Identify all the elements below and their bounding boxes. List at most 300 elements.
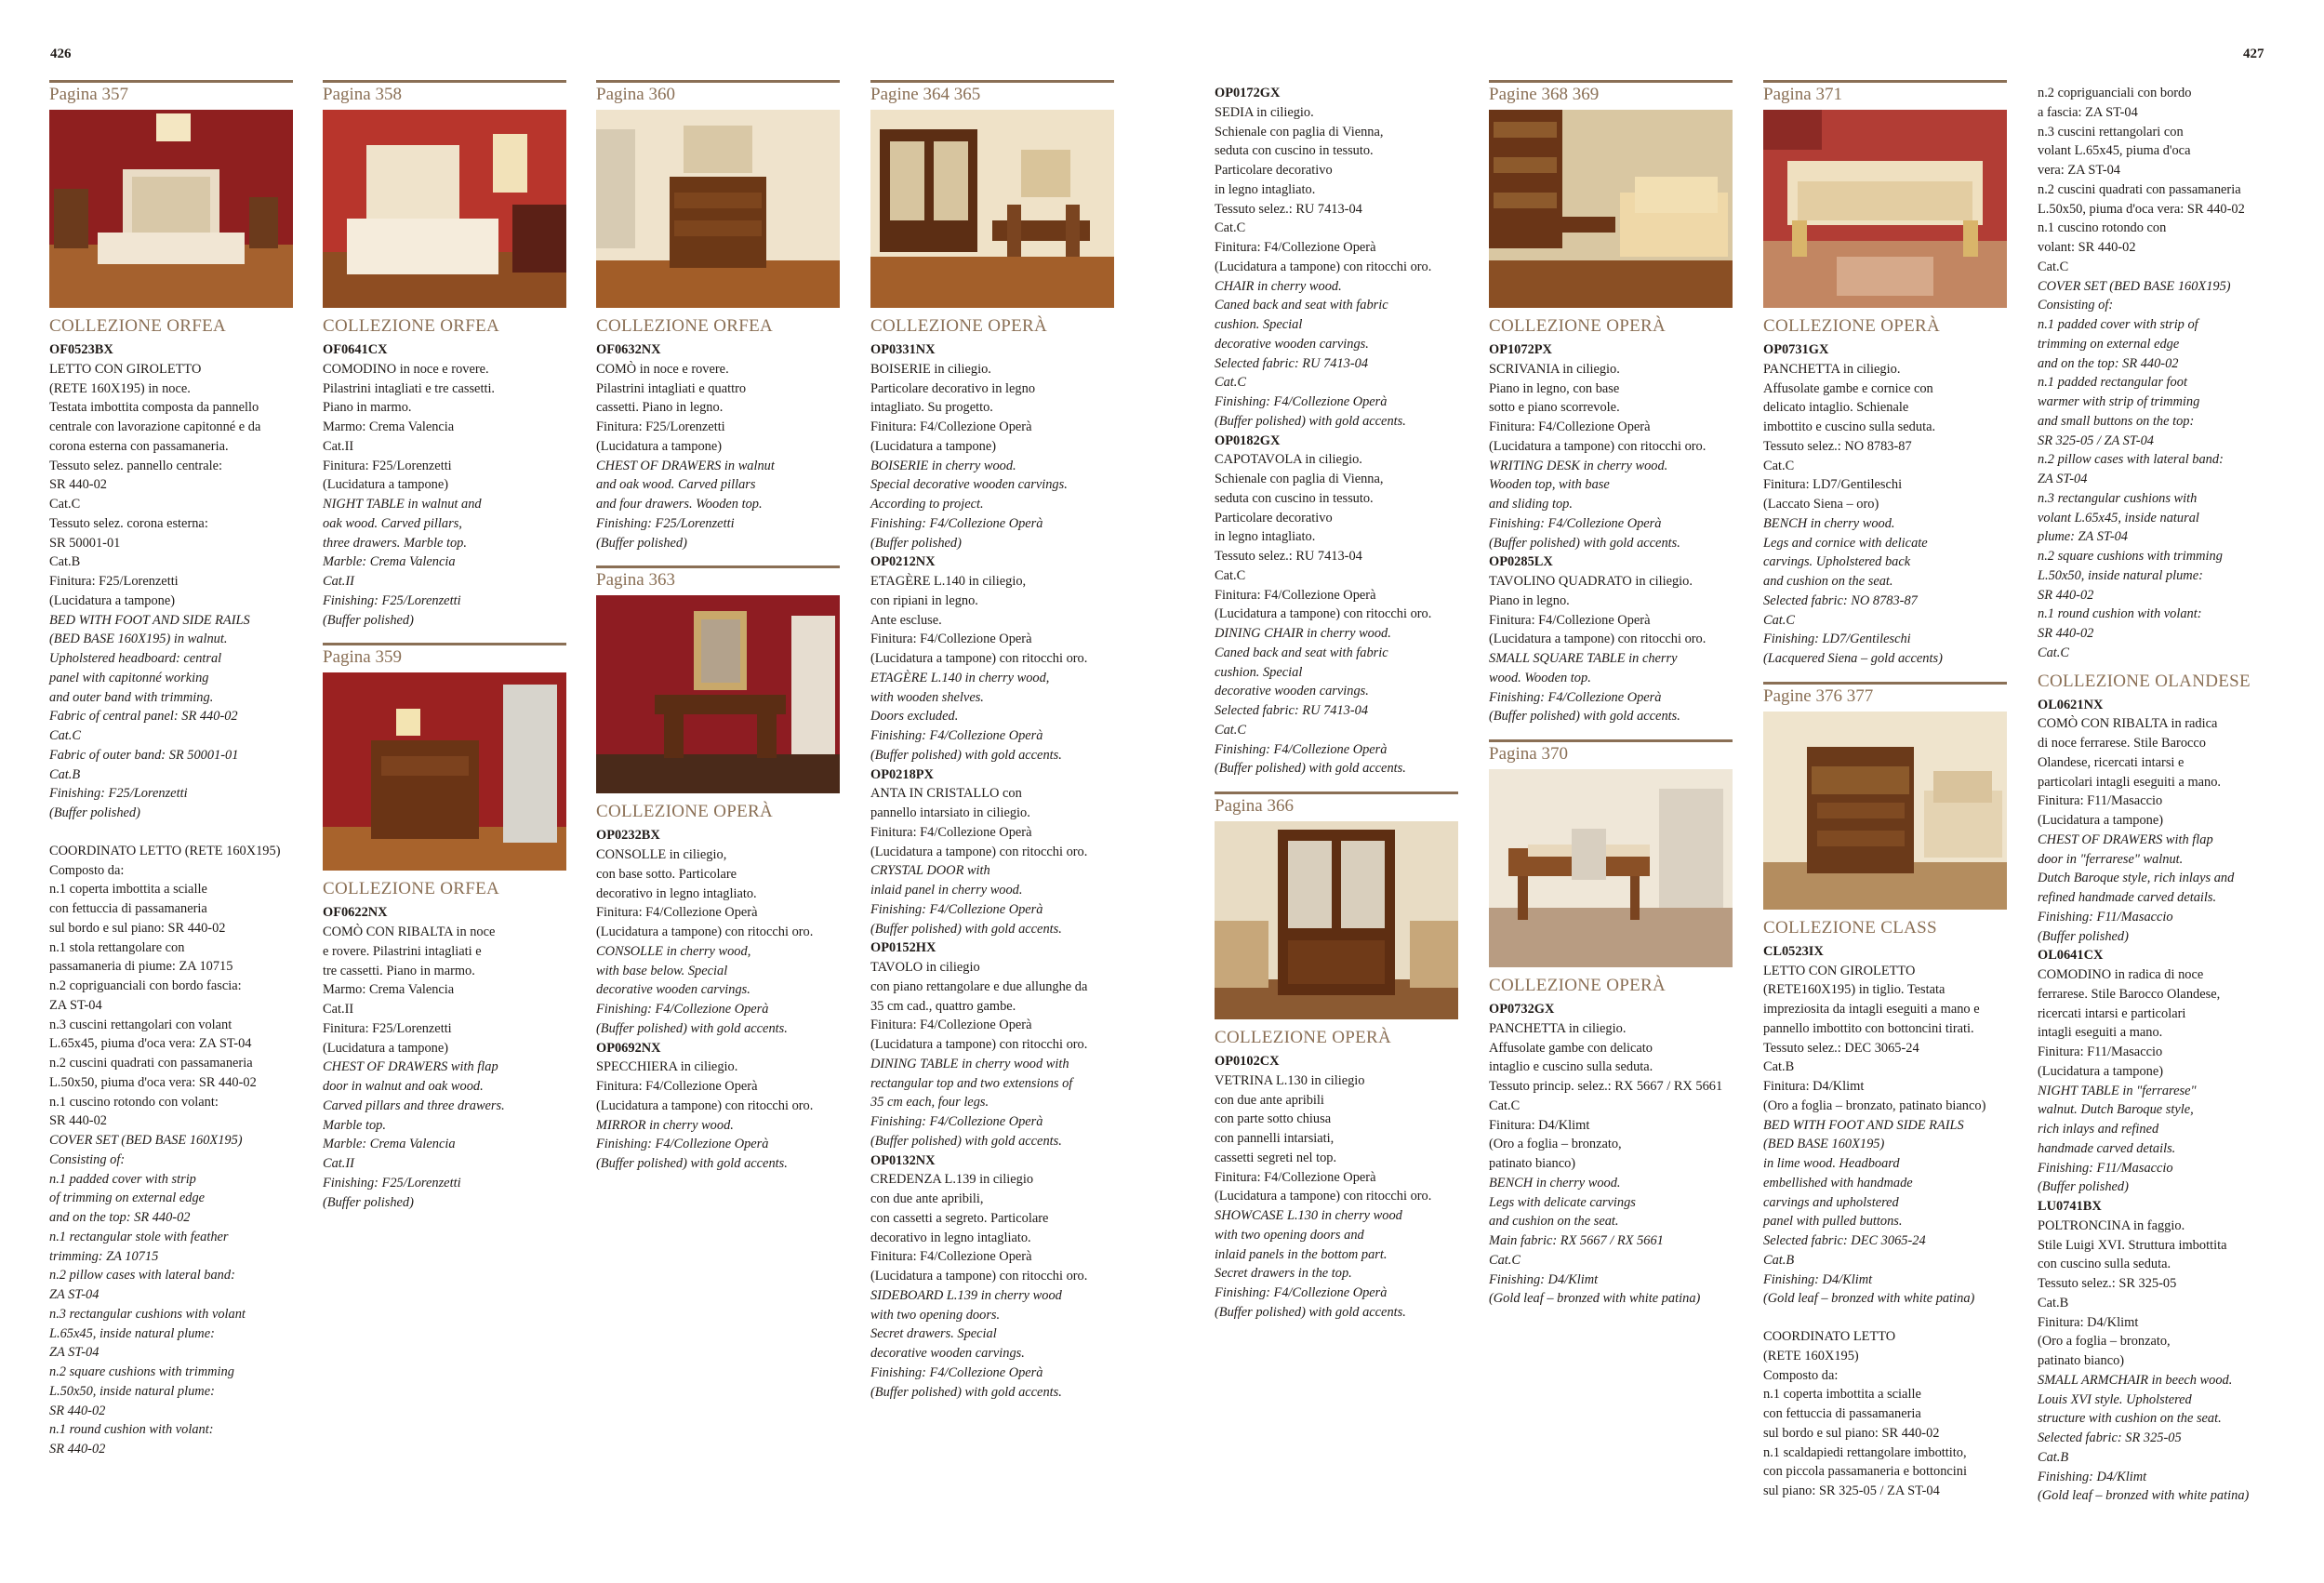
description-line-english: in lime wood. Headboard: [1763, 1156, 1900, 1171]
description-line-italian: n.2 cuscini quadrati con passamaneria: [2038, 181, 2241, 197]
description-line-italian: Cat.II: [323, 438, 354, 454]
description-line-italian: LETTO CON GIROLETTO: [1763, 963, 1916, 978]
description-line-english: inlaid panels in the bottom part.: [1215, 1246, 1388, 1262]
description-line-italian: n.2 cuscini quadrati con passamaneria: [49, 1056, 253, 1071]
description-line-italian: TAVOLINO QUADRATO in ciliegio.: [1489, 574, 1693, 589]
description-line-italian: Testata imbottita composta da pannello: [49, 400, 259, 416]
description-line-italian: con fettuccia di passamaneria: [49, 901, 207, 916]
description-line-english: Doors excluded.: [870, 709, 959, 725]
description-line-english: Special decorative wooden carvings.: [870, 477, 1068, 493]
description-line-italian: decorativo in legno intagliato.: [596, 885, 757, 901]
description-line-italian: PANCHETTA in ciliegio.: [1763, 361, 1901, 377]
description-line-english: and outer band with trimming.: [49, 689, 214, 705]
description-line-italian: (Lucidatura a tampone) con ritocchi oro.: [1215, 606, 1432, 622]
description-line-italian: Affusolate gambe con delicato: [1489, 1040, 1653, 1056]
description-line-italian: SEDIA in ciliegio.: [1215, 104, 1314, 120]
description-line-english: CHAIR in cherry wood.: [1215, 278, 1342, 294]
product-code: OP0102CX: [1215, 1054, 1280, 1069]
description-line-english: (Buffer polished): [870, 535, 962, 551]
description-line-english: rich inlays and refined: [2038, 1122, 2159, 1137]
description-line-english: Cat.C: [1489, 1252, 1521, 1268]
description-line-italian: Stile Luigi XVI. Struttura imbottita: [2038, 1237, 2227, 1253]
page-reference-header: [323, 80, 566, 105]
description-line-english: Fabric of outer band: SR 50001-01: [49, 747, 239, 763]
description-line-english: COVER SET (BED BASE 160X195): [49, 1133, 243, 1148]
description-line-italian: Piano in legno.: [1489, 592, 1570, 608]
product-code: OP0232BX: [596, 828, 660, 844]
description-line-italian: con due ante apribili: [1215, 1092, 1324, 1108]
description-line-italian: Tessuto selez.: DEC 3065-24: [1763, 1040, 1919, 1056]
description-line-italian: (Lucidatura a tampone): [2038, 1063, 2164, 1079]
description-line-italian: Particolare decorativo: [1215, 163, 1333, 178]
description-line-italian: intagli eseguiti a mano.: [2038, 1025, 2163, 1041]
description-line-italian: sul bordo e sul piano: SR 440-02: [49, 920, 226, 936]
description-line-italian: Piano in legno, con base: [1489, 380, 1620, 396]
description-line-english: Finishing: F4/Collezione Operà: [1215, 741, 1388, 757]
description-line-italian: con pannelli intarsiati,: [1215, 1131, 1335, 1146]
description-line-italian: patinato bianco): [1489, 1156, 1576, 1171]
collection-title: COLLEZIONE ORFEA: [323, 879, 500, 899]
description-line-italian: (Lucidatura a tampone): [323, 1040, 449, 1056]
description-line-english: Cat.C: [2038, 645, 2069, 660]
description-line-english: ZA ST-04: [49, 1287, 100, 1302]
description-line-english: SR 440-02: [49, 1442, 106, 1457]
description-line-italian: BOISERIE in ciliegio.: [870, 361, 991, 377]
description-line-english: BENCH in cherry wood.: [1489, 1175, 1621, 1191]
description-line-italian: Finitura: F4/Collezione Operà: [596, 1079, 758, 1094]
description-line-italian: sotto e piano scorrevole.: [1489, 400, 1620, 416]
description-line-english: SR 440-02: [2038, 587, 2094, 603]
description-line-english: n.2 pillow cases with lateral band:: [49, 1268, 235, 1284]
description-line-english: (Buffer polished) with gold accents.: [1489, 709, 1680, 725]
description-line-english: ZA ST-04: [49, 1345, 100, 1361]
product-code: OP0182GX: [1215, 432, 1281, 448]
description-line-italian: Cat.B: [2038, 1295, 2069, 1310]
description-line-english: Selected fabric: SR 325-05: [2038, 1430, 2182, 1445]
description-line-english: According to project.: [870, 497, 984, 512]
description-line-italian: intagliato. Su progetto.: [870, 400, 993, 416]
description-line-italian: COMÒ CON RIBALTA in noce: [323, 925, 496, 939]
description-line-italian: corona esterna con passamaneria.: [49, 438, 229, 454]
description-line-english: SR 440-02: [49, 1403, 106, 1418]
description-line-italian: n.1 coperta imbottita a scialle: [49, 882, 207, 898]
product-code: OF0641CX: [323, 342, 388, 357]
description-line-italian: CREDENZA L.139 in ciliegio: [870, 1172, 1034, 1188]
product-code: OP0132NX: [870, 1152, 936, 1168]
page-reference-label: Pagine 364 365: [870, 85, 981, 104]
description-line-italian: in legno intagliato.: [1215, 529, 1316, 545]
description-line-italian: Finitura: F4/Collezione Operà: [870, 1018, 1032, 1033]
description-line-english: NIGHT TABLE in "ferrarese": [2038, 1083, 2197, 1098]
description-line-italian: TAVOLO in ciliegio: [870, 960, 980, 975]
product-code: OF0622NX: [323, 905, 388, 921]
description-line-english: Finishing: F25/Lorenzetti: [49, 786, 188, 802]
description-line-italian: SR 440-02: [49, 477, 107, 493]
description-line-italian: Finitura: F4/Collezione Operà: [1215, 587, 1376, 603]
description-line-english: (Buffer polished): [323, 1194, 414, 1210]
description-line-italian: passamaneria di piume: ZA 10715: [49, 959, 233, 975]
description-line-italian: Tessuto selez. corona esterna:: [49, 515, 208, 531]
description-line-english: CONSOLLE in cherry wood,: [596, 943, 751, 959]
section-spacer: [1763, 669, 2007, 682]
description-line-italian: con fettuccia di passamaneria: [1763, 1406, 1921, 1421]
description-line-italian: (RETE 160X195) in noce.: [49, 380, 191, 396]
description-line-italian: con due ante apribili,: [870, 1191, 984, 1206]
product-code: OL0621NX: [2038, 697, 2104, 712]
description-line-english: Legs with delicate carvings: [1489, 1194, 1636, 1210]
description-line-english: Louis XVI style. Upholstered: [2038, 1391, 2192, 1407]
description-line-english: Cat.B: [2038, 1449, 2069, 1465]
description-line-english: n.2 pillow cases with lateral band:: [2038, 452, 2224, 468]
description-line-italian: SR 440-02: [49, 1113, 107, 1129]
description-line-italian: ricercati intarsi e particolari: [2038, 1005, 2186, 1021]
description-line-italian: pannello imbottito con bottoncini tirati.: [1763, 1020, 1974, 1036]
description-line-english: Finishing: F4/Collezione Operà: [596, 1002, 769, 1017]
page-number-right: 427: [2243, 47, 2264, 61]
description-line-english: embellished with handmade: [1763, 1175, 1913, 1191]
description-line-english: Wooden top, with base: [1489, 477, 1610, 493]
description-line-english: Finishing: F4/Collezione Operà: [870, 728, 1043, 743]
description-line-italian: Schienale con paglia di Vienna,: [1215, 472, 1384, 486]
photo-dining-opera-364: [870, 110, 1114, 308]
product-code: OP0731GX: [1763, 342, 1829, 357]
product-code: OP0172GX: [1215, 86, 1281, 100]
description-line-italian: volant: SR 440-02: [2038, 240, 2136, 255]
description-line-italian: n.2 copriguanciali con bordo: [2038, 86, 2192, 100]
description-line-english: BENCH in cherry wood.: [1763, 515, 1895, 531]
description-line-english: Finishing: F11/Masaccio: [2038, 909, 2173, 925]
description-line-italian: (RETE160X195) in tiglio. Testata: [1763, 982, 1946, 998]
description-line-english: Finishing: F4/Collezione Operà: [1489, 515, 1662, 531]
description-line-italian: Affusolate gambe e cornice con: [1763, 380, 1933, 396]
description-line-italian: tre cassetti. Piano in marmo.: [323, 963, 475, 978]
description-line-english: (Gold leaf – bronzed with white patina): [1763, 1291, 1975, 1307]
description-line-italian: Finitura: F11/Masaccio: [2038, 793, 2163, 809]
description-line-italian: volant L.65x45, piuma d'oca: [2038, 143, 2191, 159]
description-line-english: Cat.II: [323, 1156, 354, 1171]
description-line-english: plume: ZA ST-04: [2038, 529, 2129, 545]
description-line-italian: Finitura: LD7/Gentileschi: [1763, 477, 1903, 493]
description-line-english: and four drawers. Wooden top.: [596, 497, 763, 512]
description-line-italian: (Lucidatura a tampone): [323, 477, 449, 493]
description-line-english: Marble top.: [323, 1117, 386, 1133]
description-line-italian: n.1 coperta imbottita a scialle: [1763, 1387, 1921, 1403]
description-line-english: Finishing: F4/Collezione Operà: [596, 1137, 769, 1152]
description-line-english: and oak wood. Carved pillars: [596, 477, 756, 493]
description-line-english: n.1 round cushion with volant:: [49, 1422, 214, 1438]
description-line-italian: (Lucidatura a tampone) con ritocchi oro.: [1489, 438, 1706, 454]
description-line-english: (Buffer polished) with gold accents.: [1215, 761, 1406, 777]
description-line-italian: Finitura: F4/Collezione Operà: [870, 419, 1032, 434]
description-line-italian: Finitura: F4/Collezione Operà: [1489, 419, 1651, 434]
description-line-english: BED WITH FOOT AND SIDE RAILS: [1763, 1117, 1964, 1133]
description-line-italian: Tessuto selez.: RU 7413-04: [1215, 201, 1362, 217]
description-line-italian: COMODINO in noce e rovere.: [323, 361, 489, 377]
product-code: LU0741BX: [2038, 1199, 2102, 1214]
description-line-english: (Buffer polished) with gold accents.: [870, 1384, 1062, 1400]
description-line-english: Finishing: F25/Lorenzetti: [596, 515, 735, 531]
description-line-english: Cat.B: [49, 766, 81, 782]
page-reference-label: Pagina 358: [323, 85, 402, 104]
description-line-english: WRITING DESK in cherry wood.: [1489, 458, 1668, 473]
photo-bench-opera-371: [1763, 110, 2007, 308]
page-reference-header: [870, 80, 1114, 105]
description-line-italian: ZA ST-04: [49, 997, 102, 1013]
description-line-english: of trimming on external edge: [49, 1191, 206, 1206]
description-line-italian: particolari intagli eseguiti a mano.: [2038, 774, 2222, 790]
description-line-italian: n.2 copriguanciali con bordo fascia:: [49, 978, 242, 993]
description-line-italian: Finitura: F25/Lorenzetti: [323, 458, 452, 473]
description-line-english: Selected fabric: RU 7413-04: [1215, 703, 1369, 718]
description-line-italian: L.50x50, piuma d'oca vera: SR 440-02: [49, 1074, 257, 1090]
description-line-italian: COMÒ in noce e rovere.: [596, 361, 729, 377]
page-reference-header: [1763, 682, 2007, 707]
page-reference-label: Pagina 366: [1215, 796, 1294, 816]
description-line-english: decorative wooden carvings.: [870, 1346, 1025, 1361]
description-line-italian: Particolare decorativo: [1215, 510, 1333, 525]
description-line-english: (Buffer polished) with gold accents.: [870, 1133, 1062, 1149]
description-line-italian: decorativo in legno intagliato.: [870, 1230, 1031, 1245]
description-line-italian: (Lucidatura a tampone) con ritocchi oro.: [1215, 1189, 1432, 1204]
description-line-italian: Cat.II: [323, 1002, 354, 1017]
description-line-italian: con piccola passamaneria e bottoncini: [1763, 1464, 1967, 1480]
description-line-english: (Buffer polished): [49, 805, 140, 820]
description-line-italian: impreziosita da intagli eseguiti a mano e: [1763, 1002, 1980, 1017]
description-line-english: Legs and cornice with delicate: [1763, 535, 1928, 551]
description-line-italian: (Laccato Siena – oro): [1763, 497, 1879, 512]
photo-bench-opera-370: [1489, 769, 1733, 967]
description-line-italian: seduta con cuscino in tessuto.: [1215, 490, 1374, 506]
description-line-italian: e rovere. Pilastrini intagliati e: [323, 943, 482, 959]
description-line-english: (Buffer polished) with gold accents.: [1215, 1304, 1406, 1320]
collection-title: COLLEZIONE OPERÀ: [1215, 1028, 1392, 1047]
description-line-english: Cat.C: [1763, 612, 1795, 628]
description-line-italian: Particolare decorativo in legno: [870, 380, 1036, 396]
description-line-english: n.1 padded cover with strip of: [2038, 317, 2198, 332]
description-line-italian: (Lucidatura a tampone) con ritocchi oro.: [596, 925, 814, 939]
description-line-english: SHOWCASE L.130 in cherry wood: [1215, 1208, 1402, 1223]
description-line-english: (Buffer polished): [2038, 928, 2129, 944]
catalogue-column-7: [1763, 80, 2007, 1501]
page-reference-header: [1489, 739, 1733, 765]
description-line-italian: VETRINA L.130 in ciliegio: [1215, 1072, 1365, 1088]
description-line-italian: Finitura: D4/Klimt: [2038, 1314, 2139, 1330]
description-line-italian: Finitura: D4/Klimt: [1489, 1117, 1590, 1133]
product-code: OL0641CX: [2038, 948, 2104, 964]
description-line-italian: con cassetti a segreto. Particolare: [870, 1210, 1049, 1226]
description-line-english: (Buffer polished): [2038, 1179, 2129, 1195]
description-line-italian: PANCHETTA in ciliegio.: [1489, 1020, 1627, 1036]
collection-title: COLLEZIONE OLANDESE: [2038, 671, 2251, 691]
description-line-italian: n.3 cuscini rettangolari con: [2038, 124, 2184, 140]
description-line-italian: in legno intagliato.: [1215, 181, 1316, 197]
description-line-english: (Gold leaf – bronzed with white patina): [1489, 1291, 1701, 1307]
description-line-italian: delicato intaglio. Schienale: [1763, 400, 1909, 416]
description-line-english: warmer with strip of trimming: [2038, 394, 2200, 409]
product-code: OF0523BX: [49, 342, 113, 357]
description-line-english: n.3 rectangular cushions with: [2038, 490, 2198, 506]
description-line-english: MIRROR in cherry wood.: [596, 1117, 734, 1133]
description-line-english: carvings and upholstered: [1763, 1194, 1899, 1210]
product-code: OP0218PX: [870, 766, 934, 782]
description-line-english: door in "ferrarese" walnut.: [2038, 851, 2184, 867]
description-line-english: decorative wooden carvings.: [596, 982, 750, 998]
description-line-italian: (Lucidatura a tampone): [2038, 813, 2164, 828]
description-line-english: CRYSTAL DOOR with: [870, 863, 990, 879]
description-line-english: Finishing: F4/Collezione Operà: [1215, 394, 1388, 409]
photo-nightstand-orfea-359: [323, 672, 566, 871]
description-line-english: (BED BASE 160X195) in walnut.: [49, 632, 228, 647]
description-line-italian: cassetti. Piano in legno.: [596, 400, 724, 416]
description-line-english: with two opening doors and: [1215, 1227, 1364, 1243]
collection-title: COLLEZIONE OPERÀ: [1489, 976, 1667, 995]
photo-bedroom-orfea-357: [49, 110, 293, 308]
description-line-italian: intaglio e cuscino sulla seduta.: [1489, 1059, 1653, 1075]
product-code: OP1072PX: [1489, 342, 1552, 357]
description-line-english: SIDEBOARD L.139 in cherry wood: [870, 1287, 1062, 1303]
description-line-italian: Finitura: F25/Lorenzetti: [49, 574, 179, 589]
product-code: OP0212NX: [870, 554, 936, 570]
description-line-italian: Cat.C: [2038, 259, 2069, 274]
collection-title: COLLEZIONE OPERÀ: [596, 802, 774, 822]
product-code: OP0285LX: [1489, 554, 1553, 570]
description-line-english: (Buffer polished) with gold accents.: [596, 1020, 788, 1036]
description-line-italian: (Lucidatura a tampone): [49, 592, 176, 608]
description-line-english: walnut. Dutch Baroque style,: [2038, 1102, 2194, 1118]
description-line-italian: a fascia: ZA ST-04: [2038, 104, 2138, 120]
description-line-english: CHEST OF DRAWERS with flap: [323, 1059, 498, 1075]
description-line-english: decorative wooden carvings.: [1215, 684, 1369, 699]
description-line-english: panel with pulled buttons.: [1763, 1214, 1903, 1230]
description-line-english: Finishing: F4/Collezione Operà: [1489, 689, 1662, 705]
description-line-italian: SR 50001-01: [49, 535, 121, 551]
description-line-english: COVER SET (BED BASE 160X195): [2038, 278, 2231, 294]
catalogue-column-8: [2038, 84, 2281, 1506]
description-line-english: and on the top: SR 440-02: [2038, 355, 2179, 371]
page-reference-label: Pagine 376 377: [1763, 685, 1874, 706]
description-line-english: structure with cushion on the seat.: [2038, 1411, 2222, 1427]
description-line-english: n.1 round cushion with volant:: [2038, 606, 2202, 622]
description-line-italian: Ante escluse.: [870, 612, 942, 628]
description-line-english: L.50x50, inside natural plume:: [49, 1383, 215, 1399]
photo-console-opera-363: [596, 595, 840, 793]
description-line-italian: (Oro a foglia – bronzato,: [1489, 1137, 1622, 1152]
description-line-italian: Finitura: F25/Lorenzetti: [596, 419, 725, 434]
product-code: OP0692NX: [596, 1040, 661, 1056]
photo-showcase-opera-366: [1215, 821, 1458, 1019]
description-line-english: (Buffer polished): [323, 612, 414, 628]
description-line-english: Finishing: D4/Klimt: [1763, 1271, 1873, 1287]
description-line-italian: Marmo: Crema Valencia: [323, 982, 455, 998]
description-line-italian: SPECCHIERA in ciliegio.: [596, 1059, 738, 1075]
photo-bedroom-orfea-358: [323, 110, 566, 308]
description-line-italian: n.1 cuscino rotondo con volant:: [49, 1094, 219, 1110]
page-reference-header: [596, 80, 840, 105]
description-line-english: Finishing: F4/Collezione Operà: [1215, 1285, 1388, 1300]
description-line-italian: Pilastrini intagliati e quattro: [596, 380, 747, 396]
description-line-english: decorative wooden carvings.: [1215, 336, 1369, 352]
description-line-english: Finishing: LD7/Gentileschi: [1763, 632, 1911, 647]
catalogue-column-3: [596, 80, 840, 1174]
section-spacer: [323, 630, 566, 643]
description-line-english: Consisting of:: [49, 1151, 126, 1167]
page-reference-label: Pagine 368 369: [1489, 85, 1600, 104]
description-line-english: n.1 padded cover with strip: [49, 1171, 196, 1187]
description-line-english: Dutch Baroque style, rich inlays and: [2038, 871, 2235, 886]
description-line-italian: Finitura: F4/Collezione Operà: [1215, 1169, 1376, 1185]
description-line-italian: patinato bianco): [2038, 1353, 2125, 1368]
description-line-italian: (Lucidatura a tampone) con ritocchi oro.: [1215, 259, 1432, 274]
description-line-italian: Finitura: F4/Collezione Operà: [870, 824, 1032, 840]
catalogue-column-6: [1489, 80, 1733, 1309]
description-line-italian: (Oro a foglia – bronzato, patinato bianco): [1763, 1097, 1986, 1113]
description-line-english: three drawers. Marble top.: [323, 535, 467, 551]
description-line-english: SMALL SQUARE TABLE in cherry: [1489, 651, 1678, 666]
description-line-italian: pannello intarsiato in ciliegio.: [870, 805, 1030, 820]
description-line-english: panel with capitonné working: [49, 670, 209, 685]
description-line-english: Marble: Crema Valencia: [323, 554, 456, 570]
description-line-italian: con parte sotto chiusa: [1215, 1111, 1332, 1127]
product-code: OP0331NX: [870, 342, 936, 357]
description-line-english: Carved pillars and three drawers.: [323, 1097, 505, 1113]
description-line-english: (BED BASE 160X195): [1763, 1137, 1885, 1152]
description-line-english: DINING TABLE in cherry wood with: [870, 1056, 1069, 1071]
collection-title: COLLEZIONE CLASS: [1763, 917, 1937, 938]
description-line-english: CHEST OF DRAWERS in walnut: [596, 458, 775, 473]
description-line-italian: COMÒ CON RIBALTA in radica: [2038, 716, 2218, 732]
description-line-italian: COORDINATO LETTO (RETE 160X195): [49, 843, 281, 858]
description-line-english: and sliding top.: [1489, 497, 1573, 512]
description-line-italian: Olandese, ricercati intarsi e: [2038, 754, 2185, 770]
description-line-english: Finishing: F11/Masaccio: [2038, 1160, 2173, 1176]
description-line-italian: COORDINATO LETTO: [1763, 1329, 1896, 1344]
description-line-english: SR 325-05 / ZA ST-04: [2038, 432, 2154, 448]
description-line-italian: (Lucidatura a tampone): [596, 438, 723, 454]
description-line-italian: L.50x50, piuma d'oca vera: SR 440-02: [2038, 201, 2245, 217]
photo-secretary-class-376: [1763, 712, 2007, 910]
description-line-english: Finishing: D4/Klimt: [1489, 1271, 1599, 1287]
description-line-italian: Pilastrini intagliati e tre cassetti.: [323, 380, 496, 396]
description-line-english: cushion. Special: [1215, 664, 1303, 680]
description-line-english: DINING CHAIR in cherry wood.: [1215, 626, 1391, 641]
description-line-italian: Tessuto selez.: RU 7413-04: [1215, 549, 1362, 564]
description-line-english: Cat.C: [49, 728, 81, 743]
collection-title: COLLEZIONE ORFEA: [323, 316, 500, 336]
description-line-italian: Cat.B: [49, 554, 81, 570]
description-line-english: n.2 square cushions with trimming: [2038, 549, 2223, 564]
description-line-english: (Gold leaf – bronzed with white patina): [2038, 1488, 2250, 1504]
description-line-italian: (Oro a foglia – bronzato,: [2038, 1334, 2171, 1350]
description-line-italian: Cat.C: [49, 497, 81, 512]
page-reference-header: [1215, 792, 1458, 817]
description-line-italian: n.1 stola rettangolare con: [49, 939, 185, 955]
description-line-italian: (RETE 160X195): [1763, 1348, 1859, 1364]
description-line-italian: Schienale con paglia di Vienna,: [1215, 124, 1384, 140]
description-line-italian: Marmo: Crema Valencia: [323, 419, 455, 434]
photo-study-opera-368: [1489, 110, 1733, 308]
catalogue-column-1: [49, 80, 293, 1459]
collection-title: COLLEZIONE ORFEA: [596, 316, 774, 336]
catalogue-column-2: [323, 80, 566, 1212]
collection-title: COLLEZIONE OPERÀ: [870, 316, 1048, 336]
description-line-italian: CONSOLLE in ciliegio,: [596, 847, 727, 862]
page-reference-header: [1489, 80, 1733, 105]
description-line-italian: Piano in marmo.: [323, 400, 412, 416]
description-line-italian: (Lucidatura a tampone) con ritocchi oro.: [870, 1037, 1088, 1052]
description-line-italian: Composto da:: [49, 862, 125, 878]
description-line-italian: Finitura: F4/Collezione Operà: [870, 1249, 1032, 1265]
description-line-english: SR 440-02: [2038, 626, 2094, 641]
